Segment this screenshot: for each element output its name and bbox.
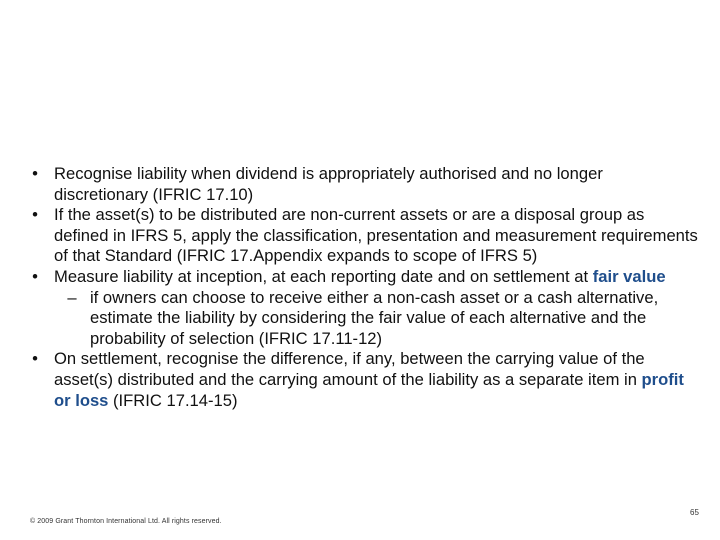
bullet-marker: •	[32, 205, 38, 225]
bullet-item	[26, 267, 698, 349]
copyright-footer: © 2009 Grant Thornton International Ltd. All rights reserved.	[30, 518, 222, 525]
bullet-list	[26, 164, 698, 411]
bullet-text: Measure liability at inception, at each reporting date and on settlement at	[54, 266, 593, 286]
sub-bullet-list	[54, 288, 698, 350]
bullet-item	[26, 205, 698, 267]
bullet-marker: •	[32, 164, 38, 183]
bullet-marker: •	[32, 266, 38, 286]
sub-bullet-text: if owners can choose to receive either a non-cash asset or a cash alternative, estimate the liability by considering the fair value of each alternative and the probability of selection (IFRIC 17.11-12)	[90, 287, 659, 348]
sub-bullet-marker: –	[67, 287, 77, 307]
bullet-marker: •	[32, 349, 38, 369]
bullet-item	[26, 164, 698, 205]
page-number: 65	[690, 508, 699, 517]
bullet-text: If the asset(s) to be distributed are non-current assets or are a disposal group as defined in IFRS 5, apply the classification, presentation and measurement requirements of that Standard (IFRIC 17.Appendix expands to scope of IFRS 5)	[54, 205, 698, 266]
fair-value-highlight: fair value	[592, 266, 666, 286]
sub-bullet-item	[62, 288, 698, 350]
bullet-item	[26, 349, 698, 411]
bullet-text: Recognise liability when dividend is appropriately authorised and no longer discretionary (IFRIC 17.10)	[54, 164, 603, 204]
profit-or-loss-highlight: profit or loss	[54, 369, 684, 410]
bullet-text: On settlement, recognise the difference, if any, between the carrying value of the asset(s) distributed and the carrying amount of the liability as a separate item in	[54, 349, 645, 389]
bullet-text-tail: (IFRIC 17.14-15)	[108, 390, 238, 410]
